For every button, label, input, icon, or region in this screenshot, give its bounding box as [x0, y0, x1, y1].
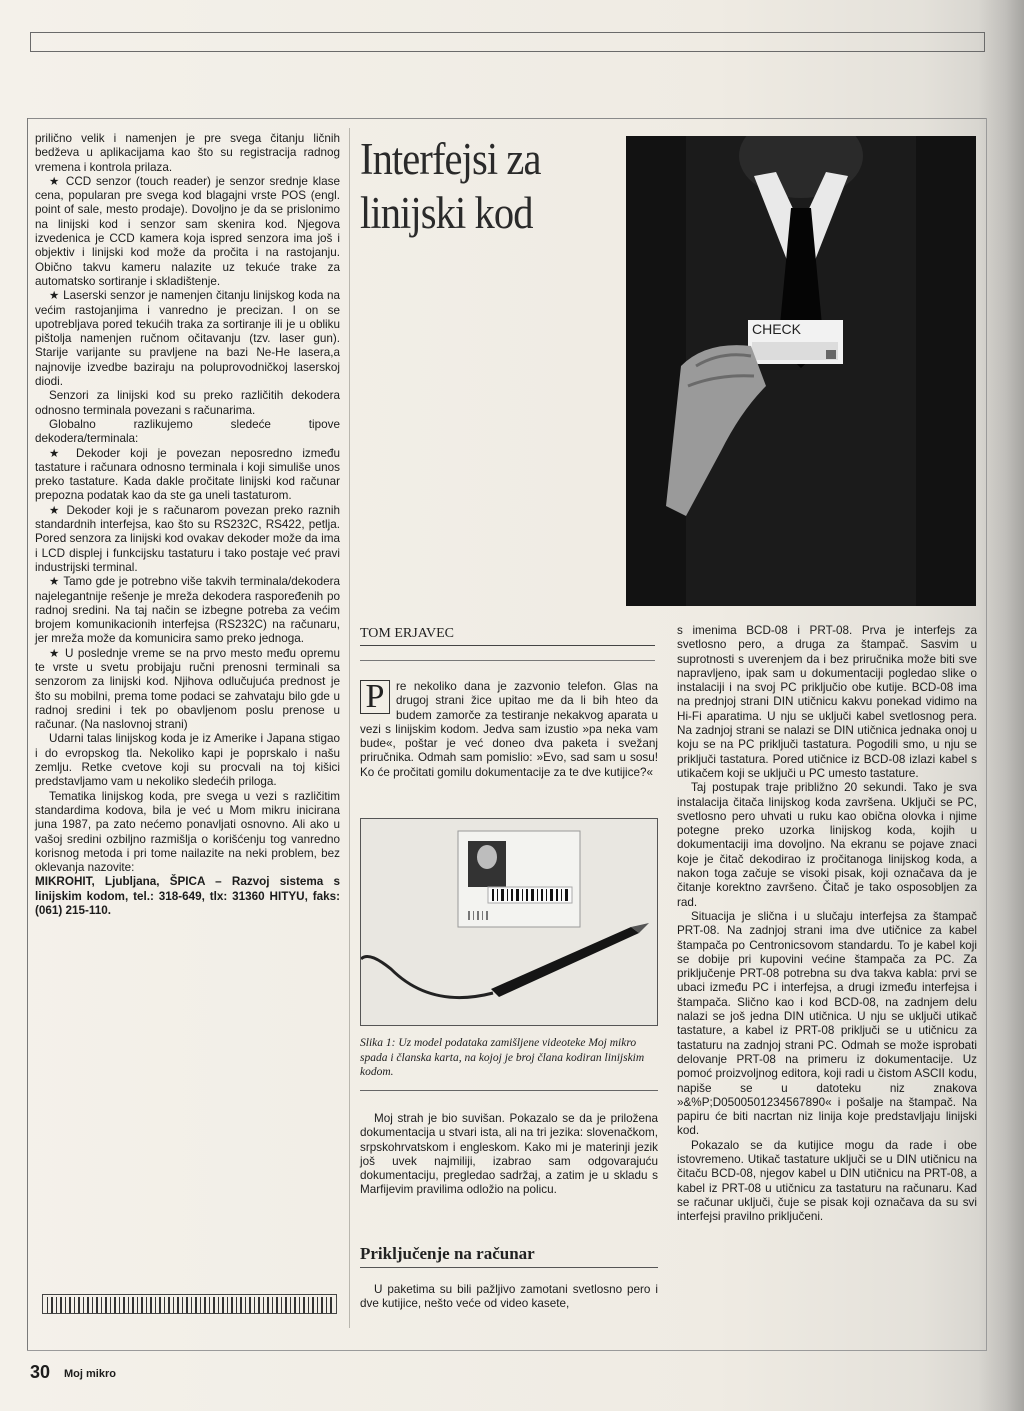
drop-cap: P — [360, 680, 390, 714]
contact-info: MIKROHIT, Ljubljana, ŠPICA – Razvoj sistema s linijskim kodom, tel.: 318-649, tlx: 31360 HITYU, faks:(061) 215-110. — [35, 875, 340, 918]
intro-text — [360, 680, 658, 780]
light-pen-illustration — [361, 819, 658, 1026]
light-pen-photo — [360, 818, 658, 1026]
paragraph: ★ Dekoder koji je s računarom povezan preko raznih standardnih interfejsa, kao što su RS232C, RS422, petlja. Pored senzora za linijski kod ovakav dekoder može da ima i LCD displej i funkcijsku tastaturu i tako postaje već pravi industrijski terminal. — [35, 503, 340, 574]
page-curl-shadow — [978, 0, 1024, 1411]
magazine-name: Moj mikro — [64, 1368, 116, 1380]
paragraph: U paketima su bili pažljivo zamotani svetlosno pero i dve kutijice, nešto veće od video kasete, — [360, 1283, 658, 1311]
paragraph: Senzori za linijski kod su preko različitih dekodera odnosno terminala povezani s računarima. — [35, 389, 340, 417]
author-rule — [360, 660, 655, 661]
paragraph: ★ Dekoder koji je povezan neposredno između tastature i računara odnosno terminala i koji simuliše unos preko tastature. Kada dakle pročitate linijski kod računar prepozna podatak kao da ste ga uneli tastaturom. — [35, 446, 340, 503]
paragraph: Pokazalo se da kutijice mogu da rade i obe istovremeno. Utikač tastature uključi se u DIN utičnicu na čitaču BCD-08, njegov kabel u DIN utičnicu na PRT-08, a kabel iz PRT-08 u utičnicu za tastaturu na računaru. Kad se računar uključi, čuje se pisak koji označava da su svi interfejsi pravilno priključeni. — [677, 1138, 977, 1224]
frame-top-rule — [27, 118, 987, 119]
paragraph: prilično velik i namenjen je pre svega čitanju ličnih bedževa u aplikacijama kao što su registracija radnog vremena i kontrola prilaza. — [35, 132, 340, 174]
column-2-continued — [360, 1283, 658, 1312]
top-frame — [30, 32, 985, 52]
frame-right-rule — [986, 118, 987, 1350]
article-title: Interfejsi za linijski kod — [360, 134, 541, 238]
barcode-strip-decoration — [42, 1294, 337, 1314]
barcode-lines — [43, 1295, 337, 1314]
paragraph: ★ Laserski senzor je namenjen čitanju linijskog koda na većim rastojanjima i vanredno je precizan. I on se upotrebljava pored tekućih traka za sortiranje ili je u obliku pištolja namenjen ručnom očitavanju (tzv. laser gun). Starije varijante su pravljene na bazi Ne-He lasera,a najnovije izvedbe baziraju na poluprovodničkoj laserskoj diodi. — [35, 289, 340, 389]
caption-rule — [360, 1090, 658, 1091]
paragraph: Globalno razlikujemo sledeće tipove dekodera/terminala: — [35, 417, 340, 446]
author-byline: TOM ERJAVEC — [360, 626, 655, 646]
column-2-text — [360, 1112, 658, 1198]
column-divider — [349, 128, 350, 1328]
column-1-text — [35, 132, 340, 918]
section-heading: Priključenje na računar — [360, 1244, 658, 1268]
paragraph: ★ CCD senzor (touch reader) je senzor srednje klase cena, popularan pre svega kod blagajni vrste POS (engl. point of sale, mesto prodaje). Dovoljno je da se prislonimo na linijski kod i senzor sam skenira kod. Njegova izvedenica je CCD kamera koja ispred senzora ima još i objektiv i linijski kod može da pročita i na rastojanju. Obično takvu kameru nalazite uz tekuće trake za automatsko sortiranje i skladištenje. — [35, 174, 340, 288]
paragraph: ★ U poslednje vreme se na prvo mesto među opremu te vrste u svetu probijaju ručni prenosni terminali sa senzorom za linijski kod. Njihova odlučujuća prednost je što su mobilni, prema tome podaci se zahvataju bilo gde u radnoj sredini i tek po obavljenom poslu prenose u računar. (Na naslovnoj strani) — [35, 646, 340, 732]
main-photo — [626, 136, 976, 606]
paragraph: Tematika linijskog koda, pre svega u vezi s različitim standardima kodova, bila je već u Mom mikru inicirana juna 1987, pa zato nećemo ponavljati osnovno. Ali ako u vašoj sredini ozbiljno razmišlja o korišćenju tog vanredno korisnog metoda i pri tome nailazite na neki problem, bez oklevanja nazovite: — [35, 789, 340, 875]
intro-paragraph: re nekoliko dana je zazvonio telefon. Glas na drugoj strani žice upitao me da li bih hteo da budem zamorče za testiranje nekakvog aparata u vezi s linijskim kodom. Jedva sam izustio »pa neka vam bude«, poštar je već doneo dva paketa i svežanj priručnika. Odmah sam pomislio: »Evo, sad sam u sosu! Ko će pročitati gomilu dokumentacije za te dve kutijice?« — [360, 680, 658, 779]
paragraph: Situacija je slična i u slučaju interfejsa za štampač PRT-08. Na zadnjoj strani ima dve utičnice za kabel štampača po Centronicsovom standardu. To je kabel koji se dobije pri kupovini većine štampača za PC. Za priključenje PRT-08 potrebna su dva takva kabla: prvi se ubaci između PC i interfejsa, a drugi između interfejsa i štampača. Slično kao i kod BCD-08, na zadnjem delu nalazi se još jedna DIN utičnica. U nju se uključi utikač tastature, a kabel iz PRT-08 priključi se u utičnicu za tastaturu na zadnjoj strani PC. Odmah se može isprobati delovanje PRT-08 na primeru iz dokumentacije. Uz pomoć proizvoljnog editora, koji radi u čistom ASCII kodu, napiše se u datoteku niz znakova »&%P;D0500501234567890« i pošalje na štampač. Na papiru će biti nacrtan niz linija koje predstavljaju linijski kod. — [677, 909, 977, 1138]
page-number: 30 — [30, 1362, 51, 1382]
paragraph: Udarni talas linijskog koda je iz Amerike i Japana stigao i do evropskog tla. Nekoliko kapi je poprskalo i našu zemlju. Retke cvetove koji su procvali na toj kišici predstavljamo vam u nekoliko sledećih priloga. — [35, 732, 340, 789]
paragraph: s imenima BCD-08 i PRT-08. Prva je interfejs za svetlosno pero, a druga za štampač. Sasvim u suprotnosti s uverenjem da i bez priručnika može biti sve napravljeno, ipak sam u dokumentaciji pogledao slike o instalaciji i na svoj PC priključio obe kutije. BCD-08 ima na prednjoj strani DIN utičnicu kakvu ponekad vidimo na Hi-Fi aparatima. U nju se uključi kabel svetlosnog pera. Na zadnjoj strani se nalazi se DIN utičnica jednaka onoj u koju se na PC priključi tastatura. Pogodili smo, u nju se priključi tastatura. Pored utičnice iz BCD-08 izlazi kabel s utikačem koji se uključi u PC umesto tastature. — [677, 624, 977, 780]
column-3-text — [677, 624, 977, 1224]
paragraph: ★ Tamo gde je potrebno više takvih terminala/dekodera najelegantnije rešenje je mreža dekodera raspoređenih po radnoj sredini. Na taj način se izbegne potreba za većim brojem komunikacionih interfejsa (RS232C) na računaru, jer mreža može da komunicira samo preko jednoga. — [35, 575, 340, 646]
paragraph: Moj strah je bio suvišan. Pokazalo se da je priložena dokumentacija u stvari ista, ali na tri jezika: slovenačkom, srpskohrvatskom i engleskom. Kako mi je materinji jezik još uvek najmiliji, izabrao sam odgovarajuću dokumentaciju, pregledao sadržaj, a zatim je u skladu s Marfijevim pravilima odložio na policu. — [360, 1112, 658, 1197]
paragraph: Taj postupak traje približno 20 sekundi. Tako je sva instalacija čitača linijskog koda završena. Uključi se PC, svetlosno pero uhvati u ruku kao obična olovka i njime potegne preko uzorka linijskog koda, kojih u dokumentaciji ima dovoljno. Na ekranu se pojave znaci koje je čitač dekodirao iz pročitanoga linijskog koda, a nakon toga začuje se visoki pisak, koji označava da je čitanje korektno završeno. Čitač je tako osposobljen za rad. — [677, 781, 977, 909]
photo-caption: Slika 1: Uz model podataka zamišljene videoteke Moj mikro spada i članska karta, na kojoj je broj člana kodiran linijskim kodom. — [360, 1037, 645, 1078]
frame-bottom-rule — [27, 1350, 987, 1351]
card-label: CHECK — [752, 321, 802, 337]
photo-illustration — [626, 136, 976, 606]
frame-left-rule — [27, 118, 28, 1350]
